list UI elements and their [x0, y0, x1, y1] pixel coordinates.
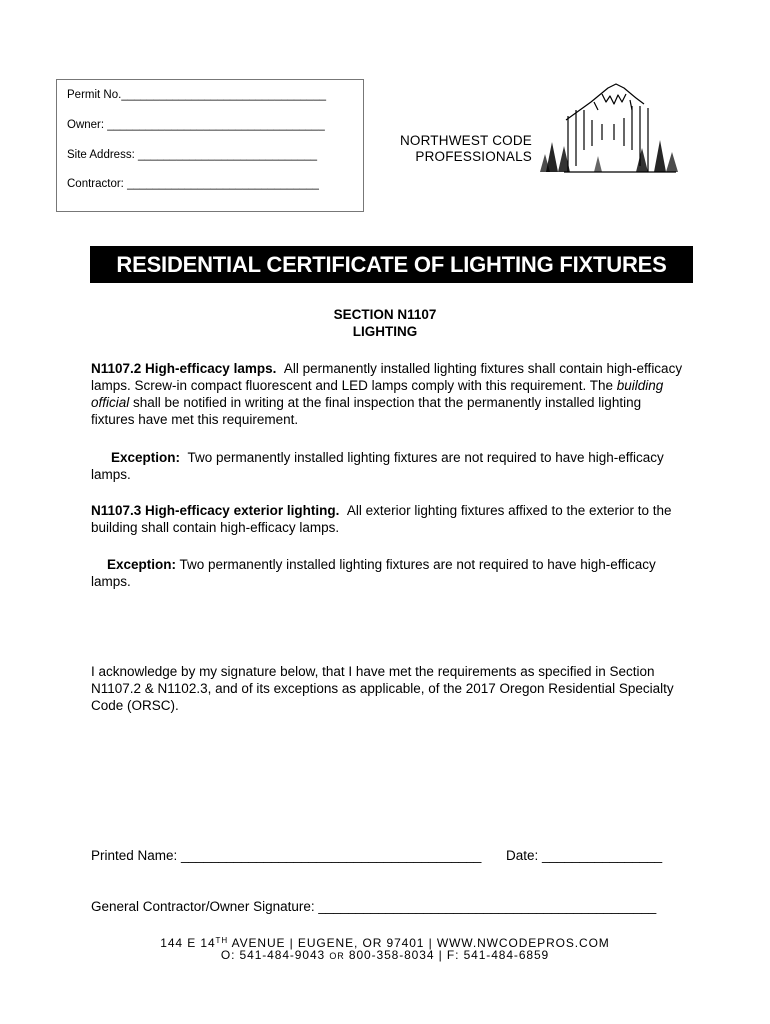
- n1107-2-italic-term: building official: [91, 378, 664, 410]
- n1107-2-paragraph: [91, 360, 686, 428]
- company-name-line-1: NORTHWEST CODE: [399, 133, 532, 148]
- section-number: SECTION N1107: [333, 307, 437, 322]
- document-title: RESIDENTIAL CERTIFICATE OF LIGHTING FIXTURES: [90, 246, 693, 283]
- n1107-3-text: All exterior lighting fixtures affixed to the exterior to the building shall contain high-efficacy lamps.: [91, 503, 672, 535]
- n1107-2-exception: [91, 449, 686, 483]
- contractor-field[interactable]: Contractor: ______________________________: [67, 178, 319, 190]
- footer-address-b: AVENUE | EUGENE, OR 97401 | WWW.NWCODEPROS.COM: [228, 936, 610, 950]
- section-name: LIGHTING: [352, 324, 418, 339]
- acknowledgement-text: I acknowledge by my signature below, that I have met the requirements as specified in Section N1107.2 & N1102.3, and of its exceptions as applicable, of the 2017 Oregon Residential Specialty Code (ORSC).: [91, 664, 674, 713]
- permit-number-field[interactable]: Permit No.________________________________: [67, 89, 326, 101]
- footer-phone: [0, 948, 770, 964]
- n1107-3-exception-label: Exception:: [107, 557, 177, 572]
- footer-phone-b: 800-358-8034 | F: 541-484-6859: [344, 948, 550, 962]
- owner-field[interactable]: Owner: __________________________________: [67, 119, 325, 131]
- n1107-2-heading: N1107.2 High-efficacy lamps.: [91, 361, 277, 376]
- n1107-2-text-b: shall be notified in writing at the final inspection that the permanently installed lighting fixtures have met this requirement.: [91, 395, 642, 427]
- footer-phone-a: O: 541-484-9043: [220, 948, 330, 962]
- site-address-field[interactable]: Site Address: ____________________________: [67, 149, 318, 161]
- n1107-3-exception: [91, 556, 686, 590]
- n1107-2-exception-text: Two permanently installed lighting fixtures are not required to have high-efficacy lamps.: [91, 450, 664, 482]
- date-field[interactable]: Date: ________________: [506, 848, 663, 863]
- n1107-2-text-a: All permanently installed lighting fixtures shall contain high-efficacy lamps. Screw-in compact fluorescent and LED lamps comply with this requirement. The: [91, 361, 683, 393]
- n1107-2-exception-label: Exception:: [111, 450, 181, 465]
- n1107-3-heading: N1107.3 High-efficacy exterior lighting.: [91, 503, 340, 518]
- company-name: [372, 133, 532, 165]
- footer-phone-or: OR: [329, 951, 345, 961]
- permit-info-box: [56, 79, 364, 212]
- footer-address-sup: TH: [215, 936, 228, 945]
- n1107-3-exception-text: Two permanently installed lighting fixtures are not required to have high-efficacy lamps.: [91, 557, 656, 589]
- signature-field[interactable]: General Contractor/Owner Signature: _____________________________________________: [91, 899, 657, 914]
- printed-name-field[interactable]: Printed Name: ________________________________________: [91, 848, 482, 863]
- company-logo-icon: [536, 80, 681, 180]
- n1107-3-paragraph: [91, 502, 686, 536]
- company-name-line-2: PROFESSIONALS: [415, 149, 532, 164]
- footer-address-a: 144 E 14: [160, 936, 216, 950]
